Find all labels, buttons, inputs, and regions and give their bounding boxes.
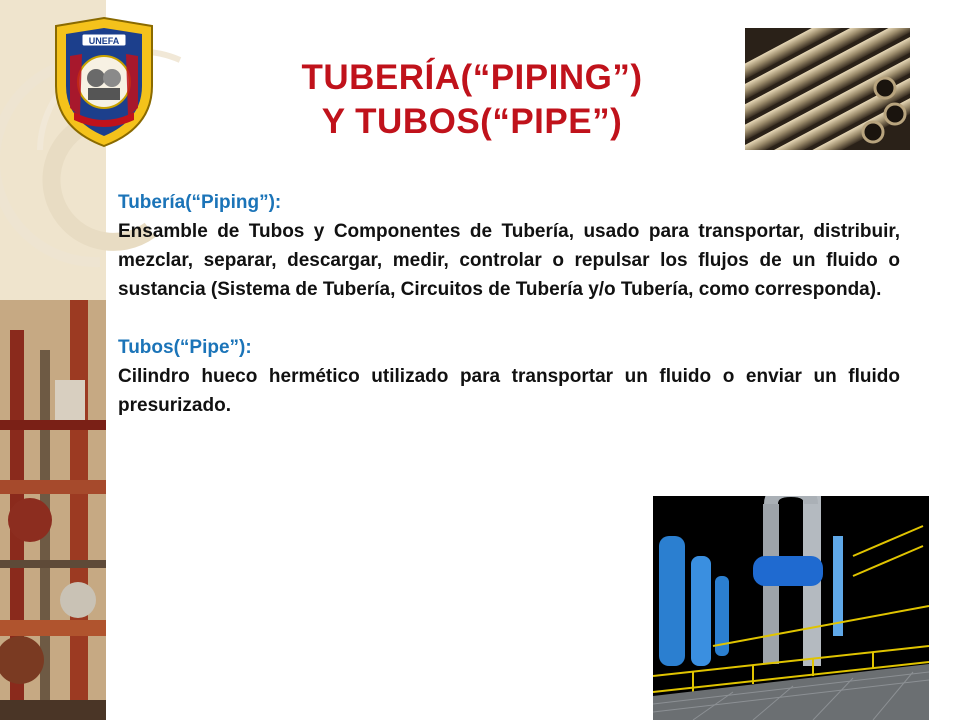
- slide-content: [118, 188, 900, 420]
- unefa-logo: [52, 16, 156, 148]
- title-line-2: Y TUBOS(“PIPE”): [321, 102, 623, 141]
- definition-pipe: Cilindro hueco hermético utilizado para transportar un fluido o enviar un fluido presurizado.: [118, 366, 900, 416]
- logo-text: UNEFA: [88, 36, 120, 46]
- title-line-1: TUBERÍA(“PIPING”): [301, 58, 643, 97]
- piping-plant-render: [653, 496, 929, 720]
- pipes-photo: [745, 28, 910, 150]
- slide-title: [222, 56, 722, 144]
- term-piping: Tubería(“Piping”):: [118, 192, 282, 213]
- term-pipe: Tubos(“Pipe”):: [118, 337, 252, 358]
- definition-piping: Ensamble de Tubos y Componentes de Tubería, usado para transportar, distribuir, mezclar, separar, descargar, medir, controlar o repulsar los flujos de un fluido o sustancia (Sistema de Tubería, Circuitos de Tubería y/o Tubería, como corresponda).: [118, 221, 900, 300]
